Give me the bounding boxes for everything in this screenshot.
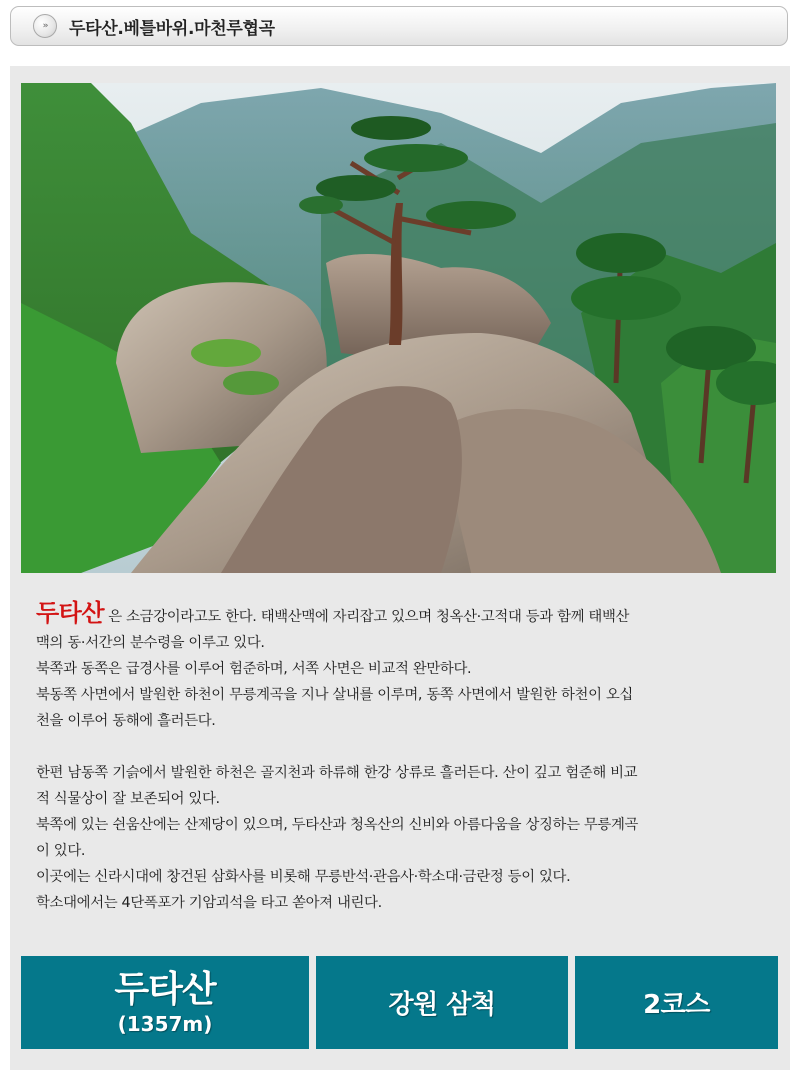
course-box[interactable]	[575, 956, 778, 1049]
desc-line-10: 이 있다.	[36, 843, 86, 859]
location-box	[316, 956, 568, 1049]
desc-line-12: 학소대에서는 4단폭포가 기암괴석을 타고 쏟아져 내린다.	[36, 895, 382, 911]
mountain-name-box	[21, 956, 309, 1049]
desc-line-8: 적 식물상이 잘 보존되어 있다.	[36, 791, 220, 807]
desc-spacer	[36, 734, 766, 760]
location-label: 강원 삼척	[388, 990, 496, 1020]
mountain-name-label: 두타산	[114, 968, 216, 1010]
page-header	[10, 6, 788, 46]
desc-line-5: 천을 이루어 동해에 흘러든다.	[36, 713, 216, 729]
desc-line-4: 북동쪽 사면에서 발원한 하천이 무릉계곡을 지나 살내를 이루며, 동쪽 사면에서 발원한 하천이 오십	[36, 687, 633, 703]
course-label: 2코스	[643, 990, 710, 1020]
mountain-height-label: (1357m)	[117, 1011, 213, 1036]
desc-line-11: 이곳에는 신라시대에 창건된 삼화사를 비롯해 무릉반석·관음사·학소대·금란정 등이 있다.	[36, 869, 571, 885]
mountain-pine-rock-photo	[21, 83, 776, 573]
double-chevron-icon[interactable]: »	[33, 14, 57, 38]
desc-line-3: 북쪽과 동쪽은 급경사를 이루어 험준하며, 서쪽 사면은 비교적 완만하다.	[36, 661, 472, 677]
desc-line-2: 맥의 동·서간의 분수령을 이루고 있다.	[36, 635, 265, 651]
content-panel	[10, 66, 790, 1070]
desc-line-9: 북쪽에 있는 쉰움산에는 산제당이 있으며, 두타산과 청옥산의 신비와 아름다움을 상징하는 무릉계곡	[36, 817, 639, 833]
page-title: 두타산.베틀바위.마천루협곡	[69, 18, 275, 39]
desc-line-7: 한편 남동쪽 기슭에서 발원한 하천은 골지천과 하류해 한강 상류로 흘러든다. 산이 깊고 험준해 비교	[36, 765, 638, 781]
desc-line-1: 두타산 은 소금강이라고도 한다. 태백산맥에 자리잡고 있으며 청옥산·고적대 등과 함께 태백산	[36, 599, 630, 627]
photo-illustration	[21, 83, 776, 573]
mountain-description	[36, 600, 766, 916]
mountain-name: 두타산	[36, 599, 105, 627]
